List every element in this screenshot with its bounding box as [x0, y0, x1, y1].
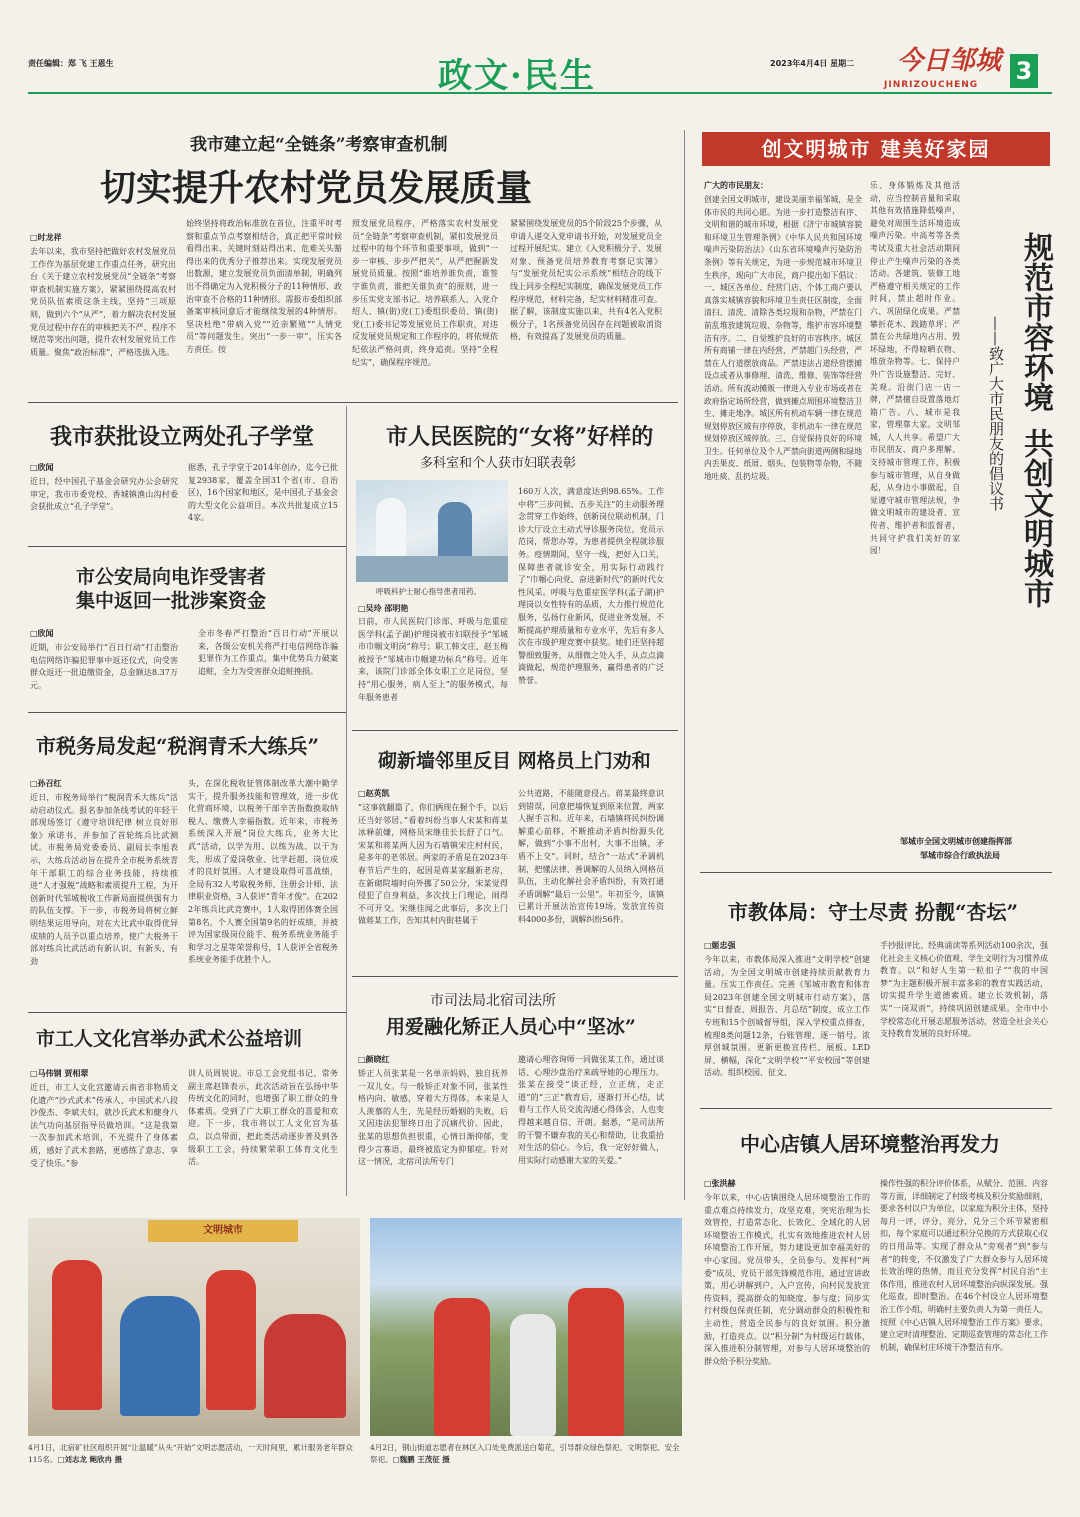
- a6-byline: □吴玲 邵明艳: [358, 604, 409, 613]
- a6-title: 市人民医院的“女将”好样的: [386, 424, 654, 450]
- a7-col-2: 公共道路，不能随意侵占。蒋某最终意识到错误，同意把墙恢复到原来位置，两家人握手言和。近年来，石墙镇将民纠纷调解重心前移，不断推动矛盾纠纷源头化解，做到“小事不出村，大事不出镇，矛盾不上交”。同时，结合“一站式”矛调机制，把懂法律、善调解的人员纳入网格员队伍，主动化解社会矛盾纠纷，有效打通矛盾调解“最后一公里”。年初至今，该镇已累计开展法治宣传19场，发放宣传资料4000多份，调解纠纷56件。: [518, 789, 664, 924]
- a6-col-2: 160万人次，满意度达到98.65%。工作中将“三步问候、五步关注”的主动服务理念贯穿工作始终，创新岗位联动机制，门诊大厅设立主动式导诊服务岗位，党员示范岗，帮您办等，为患者提供全程就诊服务。疫情期间，坚守一线，把好入口关，保障患者就诊安全，用实际行动践行了“巾帼心向党、奋进新时代”的新时代女性风采。呼吸与危重症医学科(孟子湖)护理岗以女性特有的品质，大力推行规范化服务，弘扬行业新风，促进业务发展，不断提高护理质量和专业水平，先后有多人次在市级护理竞赛中获奖。她们还坚持超警细致服务，从细微之处入手，从点点滴滴做起，规范护理服务，赢得患者的广泛赞誉。: [518, 487, 664, 685]
- a2-byline: □欣闻: [30, 463, 54, 472]
- a9-signature-2: 邹城市综合行政执法局: [920, 851, 1000, 860]
- a5-byline: □马伟钢 贾相翠: [30, 1069, 89, 1078]
- newspaper-logo: 今日邹城: [897, 46, 1002, 76]
- a9-greeting: 广大的市民朋友：: [704, 181, 768, 190]
- newspaper-logo-en: JINRIZOUCHENG: [884, 80, 979, 90]
- a7-col-1: “这事就翻篇了，你们俩现在握个手，以后还当好邻居。”看着纠纷当事人宋某和蒋某冰释前嫌，网格员宋继佳长长舒了口气。宋某和蒋某两人因为石墙镇宋庄村村民，是多年的老邻居。两家的矛盾是在2023年春节后产生的，起因是蒋某家翻新老房，在新砌院墙时向外挪了50公分，宋某觉得侵犯了自身利益，多次找上门理论，闹得不可开交。宋继佳闻之此事后，多次上门做蒋某工作，告知其村内街巷属于: [358, 803, 508, 926]
- a1-col-1: 去年以来，我市坚持把做好农村发展党员工作作为基层党建工作重点任务，研究出台《关于建立农村发展党员“全链条”考察审查机制实施方案》，紧紧围绕提高农村党员队伍素质这条主线，坚持“三项原则，做到六个“从严”，着力解决农村发展党员过程中存在的审核把关不严、程序不规范等突出问题，提升农村发展党员工作质量。聚焦“政治标准”，严格选拔入选。: [30, 247, 176, 357]
- a9-col-2: 乐、身体锻炼及其他活动，应当控制音量和采取其他有效措施降低噪声，避免对周围生活环境造成噪声污染。中高考等各类考试及重大社会活动期间停止产生噪声污染的各类活动。各建筑、装修工地严格遵守相关规定的工作时间，禁止超时作业。六、巩固绿化成果。严禁攀折花木、践踏草坪；严禁在公共绿地内占用、毁坏绿地，不得晾晒衣物、堆放杂物等。七、保持户外广告设施整洁、完好、美观。沿街门店一店一牌，严禁擅自设置落地灯箱广告。八、城市是我家，管理靠大家。文明邹城，人人共享。希望广大市民朋友、商户多理解、支持城市管理工作，积极参与城市管理，从自身做起，从身边小事做起，自觉遵守城市管理法规，争做文明城市的建设者、宣传者、维护者和监督者，共同守护我们美好的家园！: [870, 181, 960, 556]
- a8-col-2: 邀请心理咨询师一同做张某工作，通过谈话、心理沙盘治疗来疏导她的心理压力。张某在接受“谈正经，立正统，走正道”的“三正”教育后，逐渐打开心结，试着与工作人员交流沟通心得体会，人也变得越来越自信、开朗。据悉，“是司法所的干警不嫌弃我的关心和帮助，让我重拾对生活的信心。今后，我一定好好做人，用实际行动感谢大家的关爱。”: [518, 1055, 664, 1165]
- a3-byline: □欣闻: [30, 629, 54, 638]
- a1-col-3: 照发展党员程序，严格落实农村发展党员“全链条”考察审查机制，紧扣发展党员过程中的每个环节和重要事项，做到“一步一审核、步步严把关”，从严把握新发展党员质量。按照“谁培养谁负责，谁签字谁负责，谁把关谁负责”的原则，进一步压实党支部书记、培养联系人、入党介绍人、镇(街)党(工)委组织委员、镇(街)党(工)委书记等发展党员工作职责，对违反发展党员规定和工作程序的，将依规依纪依法严格问责，终身追责。坚持“全程纪实”，确保程序规范。: [352, 219, 498, 367]
- left-photo-credit: □刘志龙 鲍欣冉 摄: [57, 1455, 123, 1464]
- a5-col-2: 训人员周锐说。市总工会党组书记、常务副主席赵锋表示，此次活动旨在弘扬中华传统文化的同时，也增强了职工群众的身体素质。受到了广大职工群众的喜爱和欢迎。下一步，我市将以工人文化宫为基点，以点带面，把此类活动逐步普及到各级职工工会，持续繁荣职工体育文化生活。: [188, 1069, 338, 1167]
- a10-title: 市教体局：守士尽责 扮靓“杏坛”: [728, 900, 1018, 924]
- a9-header-banner: [702, 132, 1050, 166]
- a10-col-1: 今年以来，市教体局深入推进“文明学校”创建活动，为全国文明城市创建持续贡献教育力量。压实工作责任。完善《邹城市教育和体育局2023年创建全国文明城市行动方案》，落实“日督查、周报告、月总结”制度，成立工作专班和15个创城督导组，深入学校重点排查，梳理8类问题12条，台账管理、逐一销号。浓厚创城氛围。更新更换宣传栏、展板、LED屏、横幅，深化“文明学校”“平安校园”等创建活动。组织校园、征文、: [704, 955, 870, 1078]
- a11-byline: □张洪赫: [704, 1179, 736, 1188]
- banner-text: 文明城市: [203, 1225, 243, 1236]
- a2-title: 我市获批设立两处孔子学堂: [50, 424, 315, 450]
- a6-col-1: 日前，市人民医院门诊部、呼吸与危重症医学科(孟子湖)护理岗被市妇联授予“邹城市巾帼文明岗”称号；职工韩文庄、赵玉梅被授予“邹城市巾帼建功标兵”称号。近年来，该院门诊部全体女职工立足岗位，坚持“用心服务，病人至上”的服务模式，每年服务患者: [358, 617, 508, 702]
- a1-title: 切实提升农村党员发展质量: [100, 167, 533, 209]
- editor-credit: 责任编辑：郑 飞 王恩生: [28, 59, 114, 68]
- section-title: 政文·民生: [438, 56, 596, 96]
- a2-col-2: 据悉，孔子学堂于2014年创办，迄今已批复2938家，覆盖全国31个省(市、自治区)，16个国家和地区，是中国孔子基金会的大型文化公益项目。本次共批复成立154家。: [188, 463, 338, 523]
- chrysanthemum-volunteer-photo: [370, 1218, 682, 1436]
- a4-col-1: 近日，市税务局举行“税润青禾大练兵”活动启动仪式。报名参加条线考试的年轻干部现场签订《遵守培训纪律 树立良好形象》承诺书，并参加了首轮练兵比武测试。市税务局党委委员、副局长李旭表示，大练兵活动旨在提升全市税务系统青年干部职工的综合业务技能，持续推进“人才强税”战略和素质提升工程，为开创新时代邹城税收工作新局面提供强有力的队伍支撑。下一步，市税务局将树立鲜明结果运用导向，对在大比武中取得优异成绩的人员予以重点培养，使广大税务干部对练兵比武活动有新认识、有新头、有劲: [30, 793, 178, 966]
- a8-byline: □颜晓红: [358, 1055, 390, 1064]
- a1-col-4: 紧紧围绕发展党员的5个阶段25个步骤，从申请人递交入党申请书开始，对发展党员全过程开展纪实。建立《入党积极分子、发展对象、预备党员培养教育考察记实簿》与“发展党员纪实公示系统”相结合的线下线上同步全程纪实制度，确保发展党员工作程序规范，材料完备，纪实材料精准可查。据了解，该制度实施以来，共有4名入党积极分子，1名预备党员因存在问题被取消资格，有效提高了发展党员的质量。: [510, 219, 662, 342]
- a7-title: 砌新墙邻里反目 网格员上门劝和: [378, 750, 651, 772]
- a3-title-line-2: 集中返回一批涉案资金: [76, 590, 267, 612]
- a9-col-1: 创建全国文明城市，建设美丽幸福邹城，是全体市民的共同心愿。为进一步打造整洁有序、文明和谐的城市环境，根据《济宁市城镇容貌和环境卫生管理条例》《中华人民共和国环境噪声污染防治法》《山东省环境噪声污染防治条例》等有关规定，为进一步规范城市环境卫生秩序，现向广大市民，商户提出如下倡议：一、城区各单位、经营门店、个体工商户要认真落实城镇容貌和环境卫生责任区制度，全面清扫、清洗、清除各类垃圾和杂物，严禁在门前乱堆放建筑垃圾、杂物等，维护市容环境整洁有序。二、自觉维护良好的市容秩序。城区所有商铺一律在内经营，严禁超门头经营，严禁在人行道摆放商品。严禁违法占道经营摆摊设点或者从事修理、清洗、维修、装饰等经营活动。所有流动摊贩一律进入专业市场或者在政府指定场所经营，做到摊点周围环境整洁卫生、摊走地净。城区所有机动车辆一律在规范规划停放区域有序停放，非机动车一律在规范规划停放区域停放。三、自觉保持良好的环境卫生。任何单位及个人严禁向街道两侧和绿地内丢果皮、纸屑、烟头、包装物等杂物，不随地吐痰、乱扔垃圾。: [704, 195, 862, 482]
- right-photo-caption: 4月2日，钢山街道志愿者在林区入口处免费派送白菊花，引导群众绿色祭祀、文明祭祀、安全祭祀。□魏鹏 王茂征 摄: [370, 1443, 680, 1464]
- a6-subtitle: 多科室和个人获市妇联表彰: [420, 456, 577, 471]
- a10-byline: □姬忠强: [704, 941, 736, 950]
- a3-title-line-1: 市公安局向电诈受害者: [76, 566, 267, 588]
- a8-col-1: 矫正人员张某是一名单亲妈妈，独自抚养一双儿女。与一般矫正对象不同，张某性格内向、敏感，穿着大方得体，本来是人人羡慕的人生，先是经历婚姻的失败，后又因违法犯罪终日出了沉痛代价。因此，张某的思想负担很重，心情日渐抑郁，变得少言寡语，最终被监定为抑郁症。针对这一情况，北宿司法所专门: [358, 1069, 508, 1167]
- page-number: 3: [1015, 57, 1033, 85]
- a1-byline: □时龙祥: [30, 233, 62, 242]
- a11-title: 中心店镇人居环境整治再发力: [740, 1132, 1000, 1156]
- page-number-badge: [1010, 54, 1038, 88]
- a5-title: 市工人文化宫举办武术公益培训: [36, 1028, 303, 1050]
- a9-header-text: 创文明城市 建美好家园: [761, 137, 991, 161]
- a1-col-2: 始终坚持将政治标准放在首位，注重平时考察和重点节点考察相结合，真正把平常时候看得出来、关键时刻站得出来、危难关头豁得出来的优秀分子推荐出来。实现发展党员出数源，建立发展党员负面清单制，明确列出不得确定为入党积极分子的11种情形、政治审查不合格的11种情形。需报市委组织部备案审核同意后才能继续发展的4种情形。坚决杜绝“带病入党”“近亲繁殖”“人情党员”等问题发生。突出“一步一审”，压实各方责任。按: [186, 219, 342, 354]
- a11-col-1: 今年以来，中心店镇围绕人居环境整治工作的重点难点持续发力，攻坚克难，突宪治理为长效管控，打造常态化、长效化、全域化的人居环境整治工作模式，扎实有效地推进农村人居环境整治工作开展，努力建设更加幸福美好的中心家园。党员带头，全员参与。发挥村“两委”成员、党员干部先锋模范作用，通过宣讲政策，用心讲解到户，入户宣传，向村民发放宣传资料，提高群众的知晓度、参与度；同步实行村级包保责任制，充分调动群众的积极性和主动性，营造全民参与的良好氛围。积分激励，打造亮点。以“积分制”为村级运行载体，深入推进积分制管理，对参与人居环境整治的群众给予积分奖励。: [704, 1193, 870, 1366]
- a1-kicker: 我市建立起“全链条”考察审查机制: [190, 135, 448, 155]
- barber-volunteer-photo: [28, 1218, 360, 1436]
- a9-signature-1: 邹城市全国文明城市创建指挥部: [900, 837, 1012, 846]
- hospital-photo: [356, 480, 508, 582]
- a8-kicker: 市司法局北宿司法所: [430, 993, 556, 1009]
- issue-date: 2023年4月4日 星期二: [770, 59, 855, 68]
- a9-vertical-title-1: 规范市容环境: [1018, 232, 1053, 412]
- a11-col-2: 操作性强的积分评价体系，从赋分、范围、内容等方面，详细制定了村级考核及积分奖励细则，要求各村以户为单位，以家庭为积分主体，坚持每月一评，评分，亮分，兑分三个环节紧密相扣，每个家庭可以通过积分兑换的方式获取心仪的日用品等。实现了群众从“旁观者”到“参与者”的转变，不仅激发了广大群众参与人居环境长效治理的热情，而且充分发挥“村民自治”主体作用，推进农村人居环境整治向纵深发展。强化巡查，即时整治。在46个村设立人居环境整治工作小组，明确村主要负责人为第一责任人，按照《中心店镇人居环境整治工作方案》要求，建立定时清理整治、定期巡查管理的常态化工作机制，确保村庄环境干净整洁有序。: [880, 1179, 1048, 1352]
- a4-title: 市税务局发起“税润青禾大练兵”: [36, 734, 320, 758]
- a10-col-2: 手抄报评比、经典诵读等系列活动100余次，强化社会主义核心价值观、学生文明行为习惯养成教育。以“和好人生第一粒扣子”“我的中国梦”为主题积极开展丰富多彩的教育实践活动，切实提升学生道德素质。建立长效机制，落实“一岗双责”，持续巩固创建成果。全市中小学校常态化开展志愿服务活动，营造全社会关心支持教育发展的良好环境。: [880, 941, 1048, 1039]
- a9-vertical-subtitle: ——致广大市民朋友的倡议书: [987, 316, 1005, 511]
- a8-title: 用爱融化矫正人员心中“坚冰”: [386, 1016, 636, 1038]
- a4-byline: □孙召红: [30, 779, 62, 788]
- a6-photo-caption: 呼吸科护士耐心指导患者用药。: [376, 587, 481, 596]
- a3-col-2: 全市冬春严打整治“百日行动”开展以来，各级公安机关将严打电信网络诈骗犯罪作为工作重点，集中优势兵力破案追赃，全力为受害群众追赃挽损。: [198, 629, 338, 676]
- a5-col-1: 近日，市工人文化宫邀请云南省非物质文化遗产“沙式武术”传承人、中国武术八段沙俊杰、李斌夫妇，就沙氏武术和健身八法气功向基层指导员做培训。“这是我第一次参加武术培训，不光提升了身体素质，感好了武术套路，更感练了意志、享受了快乐。”参: [30, 1083, 178, 1168]
- a2-col-1: 近日，经中国孔子基金会研究办公会研究审定，我市市委党校、香城镇渔山沟村委会获批成立“孔子学堂”。: [30, 477, 178, 512]
- left-photo-caption: 4月1日，北宿矿社区组织开展“让温暖”从头“开始”文明志愿活动，一天时间里，累计服务老年群众115名。□刘志龙 鲍欣冉 摄: [28, 1443, 353, 1464]
- a9-vertical-title-2: 共创文明城市: [1018, 428, 1053, 608]
- a3-col-1: 近期，市公安局举行“百日行动”打击整治电信网络诈骗犯罪事中返还仪式，向受害群众返还一批追缴资金，总金额达8.37万元。: [30, 643, 178, 690]
- right-photo-credit: □魏鹏 王茂征 摄: [392, 1455, 450, 1464]
- a7-byline: □赵英凯: [358, 789, 390, 798]
- a4-col-2: 头，在深化税收征管体制改革大潮中勤学实干，提升服务技能和管理效，进一步优化营商环境，以税务干部辛苦指数换取纳税人、缴费人幸福指数。近年来，市税务系统深入开展“岗位大练兵，业务大比武”活动，以学为用、以练为战、以干为先，形成了爱岗敬业、比学赶超、岗位成才的良好氛围。人才建设取得可喜战绩，全局有32人考取税务师、注册会计师、法律职业资格，3人获评“青年才俊”。在2022年练兵比武竞赛中，1人取得团体赛全国第8名，个人赛全国第9名的好成绩，并被评为国家级岗位能手、税务系统业务能手和学习之星等荣誉称号，1人获评全省税务系统业务能手优胜个人。: [188, 779, 338, 965]
